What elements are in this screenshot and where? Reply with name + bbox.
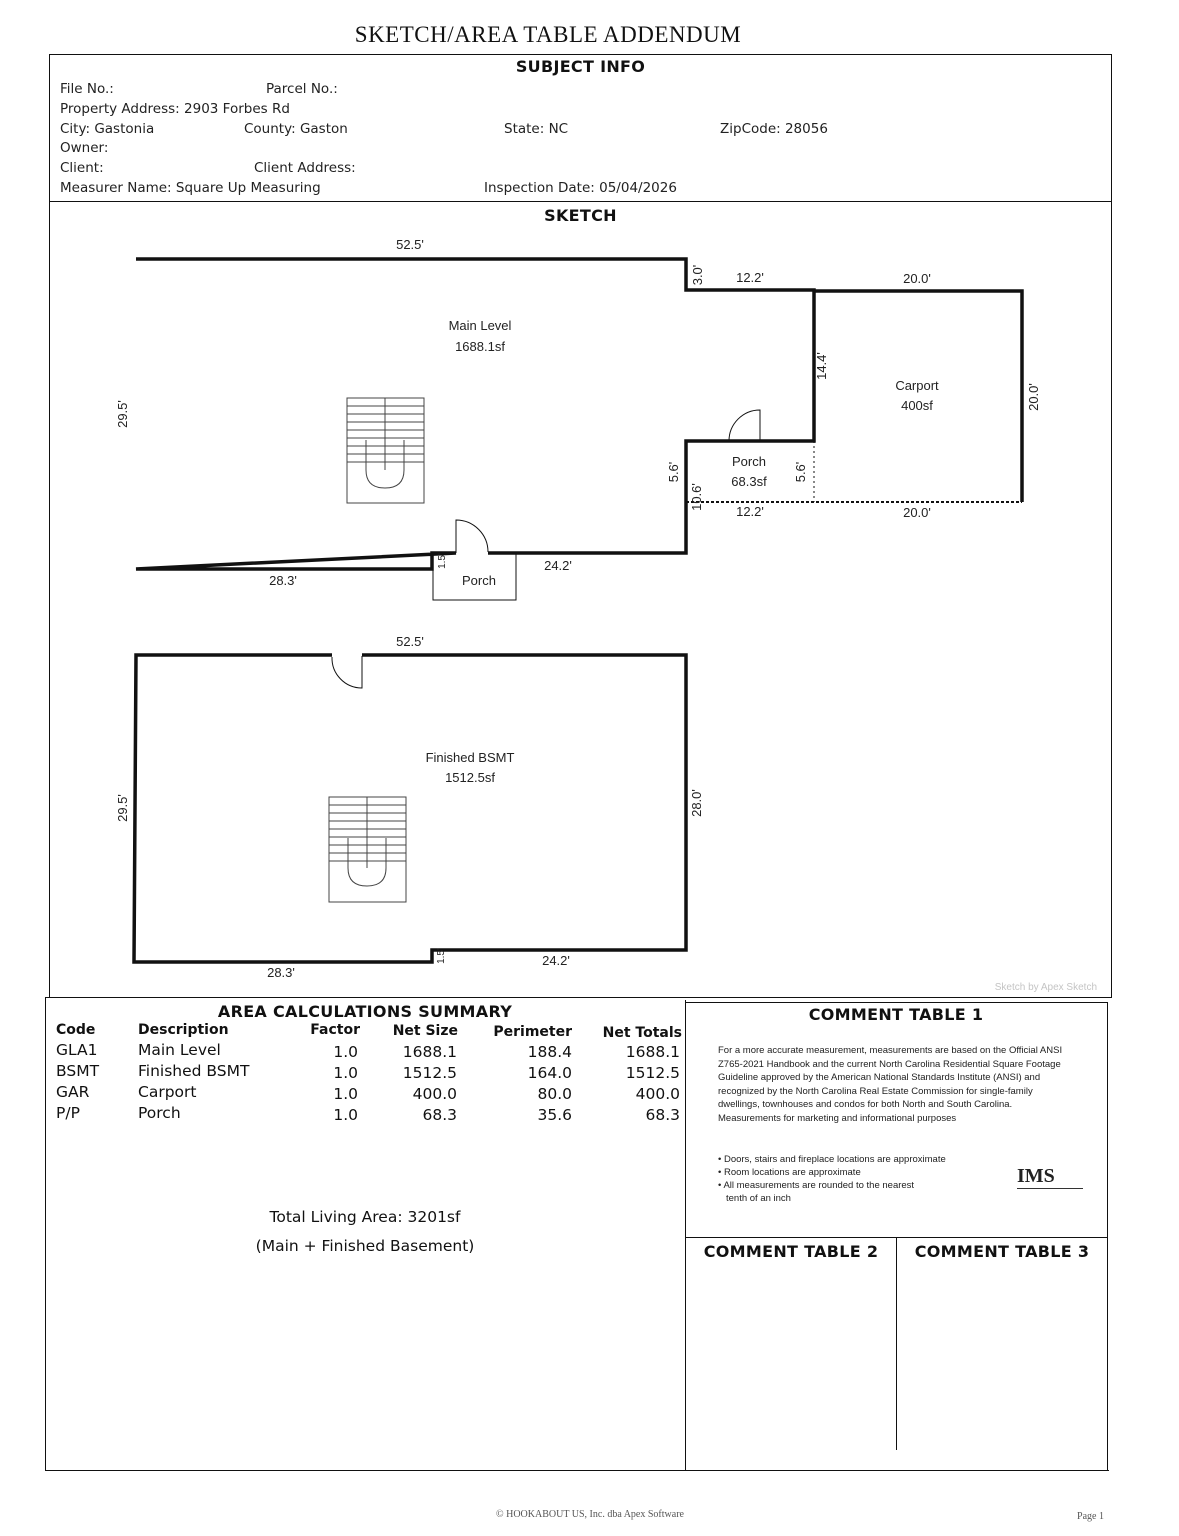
comment-tables-left-border <box>685 1000 686 1471</box>
client-address-label: Client Address: <box>254 160 356 176</box>
total-living-note: (Main + Finished Basement) <box>255 1237 475 1255</box>
row-description: Carport <box>138 1083 197 1101</box>
row-net-total: 68.3 <box>645 1106 680 1124</box>
document-title: SKETCH/AREA TABLE ADDENDUM <box>354 22 742 47</box>
basement-outline <box>134 655 686 962</box>
comment-table-3-heading: COMMENT TABLE 3 <box>914 1242 1090 1261</box>
client-label: Client: <box>60 160 104 176</box>
carport-dim-bottom: 20.0' <box>903 505 931 520</box>
comment-bullet-1: • Doors, stairs and fireplace locations are approximate <box>718 1154 946 1165</box>
inspection-date: Inspection Date: 05/04/2026 <box>484 180 677 196</box>
row-net-size: 68.3 <box>422 1106 457 1124</box>
basement-stairs-icon <box>329 797 406 902</box>
comment-bullet-3-cont: tenth of an inch <box>726 1193 791 1204</box>
row-code: GLA1 <box>56 1041 98 1059</box>
comment-table-1-paragraph: For a more accurate measurement, measurements are based on the Official ANSI Z765-2021 Handbook and the current North Carolina Residential Square Footage Guideline approved by the American National Standards Institute (ANSI) and recognized by the North Carolina Real Estate Commission for single-family dwellings, townhouses and condos for both North and South Carolina. Measurements for marketing and informational purposes <box>718 1045 1063 1124</box>
basement-area: 1512.5sf <box>445 770 495 785</box>
sketch-heading: SKETCH <box>544 206 617 225</box>
carport-outline <box>814 291 1022 502</box>
row-factor: 1.0 <box>333 1106 358 1124</box>
comment-table-1-heading: COMMENT TABLE 1 <box>808 1005 984 1024</box>
side-porch-area: 68.3sf <box>731 474 767 489</box>
basement-door-swing <box>332 656 362 688</box>
lower-bottom-border <box>45 1470 1109 1471</box>
col-code-header: Code <box>56 1022 96 1038</box>
row-perimeter: 35.6 <box>537 1106 572 1124</box>
sketch-watermark: Sketch by Apex Sketch <box>994 982 1097 993</box>
main-dim-left: 29.5' <box>115 400 130 428</box>
main-dim-step-right: 5.6' <box>666 461 681 483</box>
row-factor: 1.0 <box>333 1064 358 1082</box>
row-factor: 1.0 <box>333 1085 358 1103</box>
area-summary-heading: AREA CALCULATIONS SUMMARY <box>217 1002 513 1021</box>
lower-left-border <box>45 997 46 1471</box>
side-porch-dim-right: 5.6' <box>793 461 808 483</box>
comment-bullet-3: • All measurements are rounded to the nearest <box>718 1180 915 1191</box>
side-porch-name: Porch <box>732 454 766 469</box>
owner-label: Owner: <box>60 140 109 156</box>
carport-area: 400sf <box>901 398 933 413</box>
col-factor-header: Factor <box>310 1022 360 1038</box>
row-description: Main Level <box>138 1041 221 1059</box>
comment-bullet-2: • Room locations are approximate <box>718 1167 861 1178</box>
main-level-name: Main Level <box>448 318 512 333</box>
carport-dim-top: 20.0' <box>903 271 931 286</box>
basement-name: Finished BSMT <box>425 750 515 765</box>
row-factor: 1.0 <box>333 1043 358 1061</box>
col-perimeter-header: Perimeter <box>493 1024 572 1040</box>
row-description: Finished BSMT <box>138 1062 250 1080</box>
state: State: NC <box>504 121 569 137</box>
city: City: Gastonia <box>60 121 155 137</box>
sketch-bottom-divider <box>45 997 685 998</box>
parcel-no-label: Parcel No.: <box>266 81 338 97</box>
main-dim-bottom-right: 24.2' <box>544 558 572 573</box>
row-code: BSMT <box>56 1062 100 1080</box>
basement-dim-jog: 1.5' <box>436 948 447 964</box>
side-porch-dim-bottom: 12.2' <box>736 504 764 519</box>
row-code: GAR <box>56 1083 90 1101</box>
row-description: Porch <box>138 1104 181 1122</box>
row-perimeter: 188.4 <box>527 1043 572 1061</box>
row-net-size: 400.0 <box>412 1085 457 1103</box>
side-porch-dim-top: 12.2' <box>736 270 764 285</box>
basement-dim-bottom-right: 24.2' <box>542 953 570 968</box>
side-door-swing <box>729 410 760 441</box>
basement-dim-top: 52.5' <box>396 634 424 649</box>
row-perimeter: 164.0 <box>527 1064 572 1082</box>
row-perimeter: 80.0 <box>537 1085 572 1103</box>
county: County: Gaston <box>244 121 348 137</box>
footer-page-number: Page 1 <box>1077 1511 1104 1522</box>
col-net-size-header: Net Size <box>392 1023 458 1039</box>
main-dim-top: 52.5' <box>396 237 424 252</box>
col-net-totals-header: Net Totals <box>602 1025 682 1041</box>
total-living-area: Total Living Area: 3201sf <box>269 1208 461 1226</box>
basement-dim-bottom-left: 28.3' <box>267 965 295 980</box>
ims-logo-text: IMS <box>1017 1165 1055 1187</box>
carport-dim-right: 20.0' <box>1026 383 1041 411</box>
main-level-outline <box>136 259 814 569</box>
comment-table-2-3-divider <box>896 1237 897 1450</box>
row-net-total: 1512.5 <box>625 1064 680 1082</box>
file-no-label: File No.: <box>60 81 114 97</box>
row-net-size: 1688.1 <box>402 1043 457 1061</box>
main-dim-bottom-left: 28.3' <box>269 573 297 588</box>
footer-copyright: © HOOKABOUT US, Inc. dba Apex Software <box>496 1509 684 1520</box>
comment-table-2-heading: COMMENT TABLE 2 <box>703 1242 879 1261</box>
basement-dim-right: 28.0' <box>689 789 704 817</box>
zipcode: ZipCode: 28056 <box>720 121 828 137</box>
row-code: P/P <box>56 1104 80 1122</box>
carport-name: Carport <box>895 378 939 393</box>
measurer-name: Measurer Name: Square Up Measuring <box>60 180 321 196</box>
ims-logo <box>1017 1163 1083 1193</box>
main-dim-step-top: 3.0' <box>690 264 705 286</box>
front-porch-name: Porch <box>462 573 496 588</box>
row-net-total: 1688.1 <box>625 1043 680 1061</box>
main-dim-door-jog: 1.5' <box>437 553 448 569</box>
row-net-size: 1512.5 <box>402 1064 457 1082</box>
carport-dim-left: 14.4' <box>814 352 829 380</box>
main-dim-step-low: 10.6' <box>689 483 704 511</box>
main-level-area: 1688.1sf <box>455 339 505 354</box>
property-address: Property Address: 2903 Forbes Rd <box>60 101 290 117</box>
main-stairs-icon <box>347 398 424 503</box>
basement-dim-left: 29.5' <box>115 794 130 822</box>
col-description-header: Description <box>138 1022 229 1038</box>
row-net-total: 400.0 <box>635 1085 680 1103</box>
comment-table-1-top-border <box>685 1002 1108 1003</box>
front-door-swing <box>456 520 488 553</box>
subject-info-heading: SUBJECT INFO <box>515 57 646 76</box>
